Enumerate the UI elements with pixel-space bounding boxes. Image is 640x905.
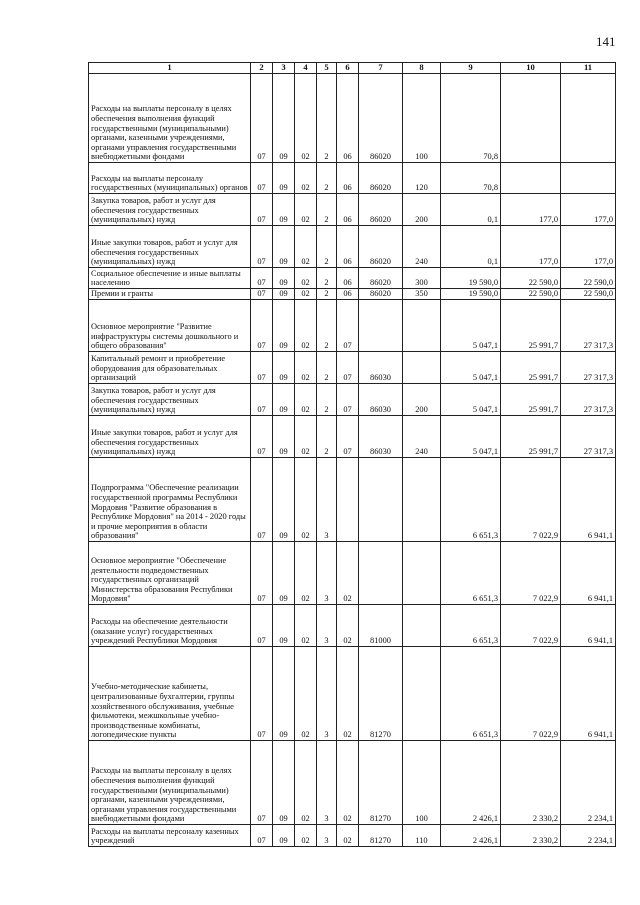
amount-cell-c10: 25 991,7 [501, 416, 561, 458]
amount-cell-c11: 27 317,3 [561, 300, 616, 352]
column-header: 9 [441, 63, 501, 74]
row-name: Расходы на обеспечение деятельности (оказание услуг) государственных учреждений Республики Мордовия [89, 605, 251, 647]
amount-cell-c9: 0,1 [441, 194, 501, 226]
code-cell-c5: 3 [317, 825, 337, 847]
code-cell-c5: 3 [317, 458, 337, 542]
row-name: Расходы на выплаты персоналу в целях обеспечения выполнения функций государственными (муниципальными) органами, казенными учреждениями, органами управления государственными внебюджетными фондами [89, 741, 251, 825]
amount-cell-c11 [561, 163, 616, 194]
table-row [89, 352, 616, 384]
table-row [89, 384, 616, 416]
code-cell-c3: 09 [273, 194, 295, 226]
code-cell-c8 [403, 458, 441, 542]
code-cell-c4: 02 [295, 289, 317, 300]
code-cell-c2: 07 [251, 268, 273, 289]
amount-cell-c10 [501, 163, 561, 194]
page-number: 141 [596, 34, 616, 49]
code-cell-c8: 120 [403, 163, 441, 194]
table-row [89, 74, 616, 163]
row-name: Основное мероприятие "Развитие инфраструктуры системы дошкольного и общего образования" [89, 300, 251, 352]
code-cell-c8: 110 [403, 825, 441, 847]
column-header: 3 [273, 63, 295, 74]
amount-cell-c9: 70,8 [441, 74, 501, 163]
code-cell-c3: 09 [273, 605, 295, 647]
amount-cell-c10: 25 991,7 [501, 352, 561, 384]
amount-cell-c9: 6 651,3 [441, 542, 501, 605]
amount-cell-c9: 6 651,3 [441, 647, 501, 741]
code-cell-c6: 06 [337, 194, 359, 226]
code-cell-c5: 2 [317, 268, 337, 289]
code-cell-c3: 09 [273, 352, 295, 384]
code-cell-c6: 02 [337, 741, 359, 825]
amount-cell-c10: 22 590,0 [501, 268, 561, 289]
row-name: Расходы на выплаты персоналу казенных учреждений [89, 825, 251, 847]
amount-cell-c11: 22 590,0 [561, 289, 616, 300]
amount-cell-c9: 6 651,3 [441, 605, 501, 647]
code-cell-c7: 86030 [359, 352, 403, 384]
amount-cell-c11: 27 317,3 [561, 416, 616, 458]
amount-cell-c10: 7 022,9 [501, 647, 561, 741]
code-cell-c2: 07 [251, 825, 273, 847]
table-body [89, 74, 616, 847]
code-cell-c6 [337, 458, 359, 542]
budget-table [88, 62, 616, 847]
column-header: 6 [337, 63, 359, 74]
code-cell-c4: 02 [295, 352, 317, 384]
code-cell-c2: 07 [251, 416, 273, 458]
code-cell-c2: 07 [251, 605, 273, 647]
code-cell-c6: 06 [337, 268, 359, 289]
code-cell-c4: 02 [295, 74, 317, 163]
code-cell-c4: 02 [295, 384, 317, 416]
code-cell-c6: 07 [337, 384, 359, 416]
code-cell-c7: 86030 [359, 384, 403, 416]
code-cell-c4: 02 [295, 194, 317, 226]
row-name: Учебно-методические кабинеты, централизованные бухгалтерии, группы хозяйственного обслуживания, учебные фильмотеки, межшкольные учебно-производственные комбинаты, логопедические пункты [89, 647, 251, 741]
code-cell-c7: 86030 [359, 416, 403, 458]
column-header: 5 [317, 63, 337, 74]
code-cell-c5: 2 [317, 300, 337, 352]
code-cell-c8 [403, 352, 441, 384]
amount-cell-c11: 27 317,3 [561, 352, 616, 384]
code-cell-c2: 07 [251, 74, 273, 163]
code-cell-c5: 2 [317, 384, 337, 416]
code-cell-c7: 81000 [359, 605, 403, 647]
amount-cell-c10: 22 590,0 [501, 289, 561, 300]
table-row [89, 289, 616, 300]
code-cell-c2: 07 [251, 741, 273, 825]
row-name: Социальное обеспечение и иные выплаты населению [89, 268, 251, 289]
code-cell-c4: 02 [295, 300, 317, 352]
code-cell-c5: 3 [317, 741, 337, 825]
amount-cell-c9: 5 047,1 [441, 300, 501, 352]
code-cell-c6: 02 [337, 825, 359, 847]
code-cell-c3: 09 [273, 289, 295, 300]
code-cell-c2: 07 [251, 289, 273, 300]
amount-cell-c9: 2 426,1 [441, 741, 501, 825]
table-row [89, 542, 616, 605]
code-cell-c5: 2 [317, 289, 337, 300]
code-cell-c3: 09 [273, 825, 295, 847]
amount-cell-c9: 2 426,1 [441, 825, 501, 847]
code-cell-c7: 86020 [359, 289, 403, 300]
code-cell-c8: 100 [403, 741, 441, 825]
code-cell-c8: 350 [403, 289, 441, 300]
code-cell-c6: 07 [337, 416, 359, 458]
column-header: 8 [403, 63, 441, 74]
table-row [89, 458, 616, 542]
table-row [89, 300, 616, 352]
amount-cell-c11: 22 590,0 [561, 268, 616, 289]
code-cell-c4: 02 [295, 458, 317, 542]
amount-cell-c10: 7 022,9 [501, 605, 561, 647]
column-header: 1 [89, 63, 251, 74]
code-cell-c7: 81270 [359, 825, 403, 847]
table-row [89, 226, 616, 268]
table-row [89, 741, 616, 825]
code-cell-c5: 3 [317, 647, 337, 741]
amount-cell-c11: 177,0 [561, 226, 616, 268]
column-header: 10 [501, 63, 561, 74]
amount-cell-c9: 19 590,0 [441, 268, 501, 289]
code-cell-c7: 86020 [359, 226, 403, 268]
code-cell-c8: 200 [403, 194, 441, 226]
code-cell-c7: 81270 [359, 647, 403, 741]
code-cell-c7: 86020 [359, 194, 403, 226]
code-cell-c3: 09 [273, 163, 295, 194]
row-name: Иные закупки товаров, работ и услуг для обеспечения государственных (муниципальных) нужд [89, 416, 251, 458]
code-cell-c2: 07 [251, 163, 273, 194]
code-cell-c6: 02 [337, 605, 359, 647]
row-name: Основное мероприятие "Обеспечение деятельности подведомственных государственных организаций Министерства образования Республики Мордовия" [89, 542, 251, 605]
amount-cell-c9: 5 047,1 [441, 384, 501, 416]
code-cell-c7: 86020 [359, 74, 403, 163]
amount-cell-c9: 5 047,1 [441, 416, 501, 458]
code-cell-c4: 02 [295, 825, 317, 847]
column-header: 7 [359, 63, 403, 74]
amount-cell-c9: 5 047,1 [441, 352, 501, 384]
table-row [89, 825, 616, 847]
code-cell-c6: 06 [337, 289, 359, 300]
code-cell-c3: 09 [273, 74, 295, 163]
code-cell-c8: 240 [403, 226, 441, 268]
table-row [89, 647, 616, 741]
header-row [89, 63, 616, 74]
row-name: Расходы на выплаты персоналу государственных (муниципальных) органов [89, 163, 251, 194]
code-cell-c5: 3 [317, 605, 337, 647]
code-cell-c4: 02 [295, 268, 317, 289]
code-cell-c3: 09 [273, 384, 295, 416]
code-cell-c5: 2 [317, 352, 337, 384]
code-cell-c6: 06 [337, 226, 359, 268]
code-cell-c6: 07 [337, 352, 359, 384]
code-cell-c4: 02 [295, 163, 317, 194]
code-cell-c2: 07 [251, 300, 273, 352]
amount-cell-c9: 6 651,3 [441, 458, 501, 542]
code-cell-c3: 09 [273, 647, 295, 741]
row-name: Подпрограмма "Обеспечение реализации государственной программы Республики Мордовия "Развитие образования в Республике Мордовия" на 2014 - 2020 годы и прочие мероприятия в области образования" [89, 458, 251, 542]
amount-cell-c10: 2 330,2 [501, 825, 561, 847]
table-row [89, 268, 616, 289]
code-cell-c8 [403, 605, 441, 647]
column-header: 2 [251, 63, 273, 74]
code-cell-c5: 2 [317, 194, 337, 226]
row-name: Закупка товаров, работ и услуг для обеспечения государственных (муниципальных) нужд [89, 384, 251, 416]
code-cell-c2: 07 [251, 542, 273, 605]
row-name: Расходы на выплаты персоналу в целях обеспечения выполнения функций государственными (муниципальными) органами, казенными учреждениями, органами управления государственными внебюджетными фондами [89, 74, 251, 163]
code-cell-c4: 02 [295, 416, 317, 458]
amount-cell-c11: 6 941,1 [561, 605, 616, 647]
code-cell-c4: 02 [295, 542, 317, 605]
code-cell-c2: 07 [251, 647, 273, 741]
amount-cell-c9: 70,8 [441, 163, 501, 194]
code-cell-c4: 02 [295, 226, 317, 268]
table-row [89, 416, 616, 458]
code-cell-c8 [403, 542, 441, 605]
code-cell-c2: 07 [251, 458, 273, 542]
row-name: Закупка товаров, работ и услуг для обеспечения государственных (муниципальных) нужд [89, 194, 251, 226]
row-name: Иные закупки товаров, работ и услуг для обеспечения государственных (муниципальных) нужд [89, 226, 251, 268]
code-cell-c8 [403, 300, 441, 352]
code-cell-c2: 07 [251, 384, 273, 416]
code-cell-c5: 2 [317, 163, 337, 194]
code-cell-c8: 100 [403, 74, 441, 163]
amount-cell-c10: 177,0 [501, 194, 561, 226]
amount-cell-c11: 6 941,1 [561, 458, 616, 542]
code-cell-c3: 09 [273, 741, 295, 825]
amount-cell-c10: 177,0 [501, 226, 561, 268]
code-cell-c5: 3 [317, 542, 337, 605]
amount-cell-c10: 2 330,2 [501, 741, 561, 825]
code-cell-c8 [403, 647, 441, 741]
amount-cell-c11: 27 317,3 [561, 384, 616, 416]
amount-cell-c9: 0,1 [441, 226, 501, 268]
table-row [89, 194, 616, 226]
code-cell-c2: 07 [251, 352, 273, 384]
code-cell-c6: 06 [337, 74, 359, 163]
code-cell-c6: 02 [337, 542, 359, 605]
code-cell-c7: 81270 [359, 741, 403, 825]
code-cell-c3: 09 [273, 226, 295, 268]
code-cell-c4: 02 [295, 605, 317, 647]
code-cell-c3: 09 [273, 416, 295, 458]
code-cell-c4: 02 [295, 741, 317, 825]
code-cell-c2: 07 [251, 226, 273, 268]
amount-cell-c11: 2 234,1 [561, 825, 616, 847]
amount-cell-c11 [561, 74, 616, 163]
amount-cell-c11: 177,0 [561, 194, 616, 226]
code-cell-c3: 09 [273, 268, 295, 289]
amount-cell-c10: 7 022,9 [501, 458, 561, 542]
amount-cell-c10: 25 991,7 [501, 384, 561, 416]
code-cell-c6: 07 [337, 300, 359, 352]
code-cell-c7: 86020 [359, 268, 403, 289]
code-cell-c8: 200 [403, 384, 441, 416]
amount-cell-c10: 25 991,7 [501, 300, 561, 352]
code-cell-c7 [359, 542, 403, 605]
column-header: 4 [295, 63, 317, 74]
code-cell-c3: 09 [273, 300, 295, 352]
amount-cell-c11: 6 941,1 [561, 542, 616, 605]
column-header: 11 [561, 63, 616, 74]
table-row [89, 605, 616, 647]
row-name: Премии и гранты [89, 289, 251, 300]
code-cell-c8: 240 [403, 416, 441, 458]
amount-cell-c10 [501, 74, 561, 163]
code-cell-c6: 02 [337, 647, 359, 741]
code-cell-c5: 2 [317, 74, 337, 163]
code-cell-c7 [359, 458, 403, 542]
code-cell-c8: 300 [403, 268, 441, 289]
code-cell-c5: 2 [317, 416, 337, 458]
amount-cell-c10: 7 022,9 [501, 542, 561, 605]
amount-cell-c9: 19 590,0 [441, 289, 501, 300]
code-cell-c3: 09 [273, 542, 295, 605]
code-cell-c6: 06 [337, 163, 359, 194]
row-name: Капитальный ремонт и приобретение оборудования для образовательных организаций [89, 352, 251, 384]
amount-cell-c11: 2 234,1 [561, 741, 616, 825]
code-cell-c3: 09 [273, 458, 295, 542]
amount-cell-c11: 6 941,1 [561, 647, 616, 741]
code-cell-c7 [359, 300, 403, 352]
code-cell-c7: 86020 [359, 163, 403, 194]
code-cell-c5: 2 [317, 226, 337, 268]
table-row [89, 163, 616, 194]
code-cell-c2: 07 [251, 194, 273, 226]
code-cell-c4: 02 [295, 647, 317, 741]
